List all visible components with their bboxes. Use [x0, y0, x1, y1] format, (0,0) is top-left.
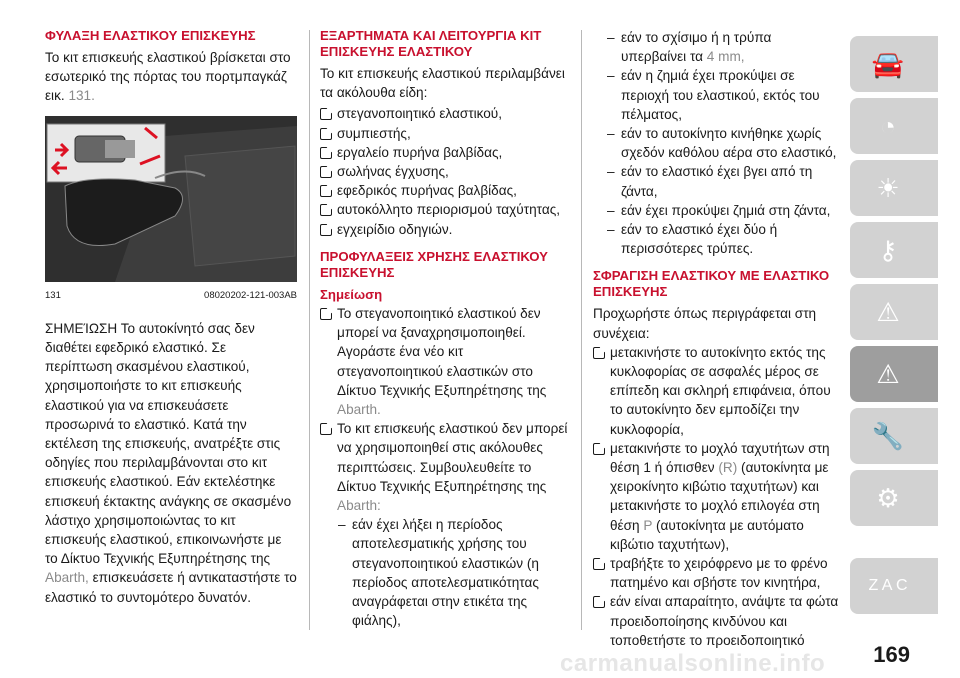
dash-item: – εάν το ελαστικό έχει βγει από τη ζάντα, [607, 164, 813, 199]
wrench-icon: 🔧 [871, 421, 905, 451]
list-item [320, 304, 572, 419]
dash-item: – εάν έχει προκύψει ζημιά στη ζάντα, [607, 202, 831, 218]
dash-list [320, 515, 572, 630]
kit-item: εφεδρικός πυρήνας βαλβίδας, [320, 181, 572, 200]
key-start-icon: ⚷ [878, 235, 898, 265]
specifications-icon: ⚙ [876, 483, 900, 513]
note-label: Σημείωση [320, 286, 383, 302]
paragraph: Το κιτ επισκευής ελαστικού περιλαμβάνει τα ακόλουθα είδη: [320, 66, 565, 101]
figure-number: 131 [45, 289, 61, 301]
paragraph: Προχωρήστε όπως περιγράφεται στη συνέχεια: [593, 306, 817, 341]
index-icon: Z A C D [868, 577, 908, 630]
kit-item: εργαλείο πυρήνα βαλβίδας, [320, 143, 572, 162]
brand-ref: Abarth, [45, 570, 89, 586]
page-number: 169 [873, 642, 910, 667]
dashboard-icon: ◔ [880, 111, 896, 141]
kit-item: σωλήνας έγχυσης, [320, 162, 572, 181]
column-divider [581, 30, 582, 630]
bullet-box-icon [593, 347, 605, 359]
kit-item: αυτοκόλλητο περιορισμού ταχύτητας, [320, 200, 572, 219]
sidebar-tab-start[interactable] [850, 222, 938, 278]
list-item: μετακινήστε το αυτοκίνητο εκτός της κυκλοφορίας σε ασφαλές μέρος σε επίπεδη και σκληρή επιφάνεια, όπου το αυτοκίνητο δεν εμποδίζει την κυκλοφορία, [593, 343, 839, 439]
emergency-icon: ⚠ [876, 359, 900, 389]
figure-code: 08020202-121-003AB [204, 289, 297, 301]
warning-light-icon: ⚠ [876, 297, 900, 327]
dash-item: – εάν το αυτοκίνητο κινήθηκε χωρίς σχεδόν καθόλου αέρα στο ελαστικό, [607, 126, 837, 161]
sidebar-tab-car-overview[interactable] [850, 36, 938, 92]
list-item: εάν είναι απαραίτητο, ανάψτε τα φώτα προειδοποίησης κινδύνου και τοποθετήστε το προειδοποιητικό [593, 592, 839, 650]
sidebar-tab-specifications[interactable] [850, 470, 938, 526]
bullet-box-icon [320, 224, 332, 236]
paragraph [45, 319, 297, 607]
text: ΣΗΜΕΊΩΣΗ Το αυτοκίνητό σας δεν διαθέτει εφεδρικό ελαστικό. Σε περίπτωση σκασμένου ελαστικού, χρησιμοποιήστε το κιτ επισκευής ελαστικού για να επισκευάσετε προσωρινά το ελαστικό. Κατά την εκτέλεση της επισκευής, ανατρέξτε στις οδηγίες που περιλαμβάνονται στο κιτ επισκευής ελαστικού. Εάν εκτελέστηκε επισκευή έκτακτης ανάγκης σε σκασμένο λάστιχο χρησιμοποιώντας το κιτ επισκευής ελαστικού, επικοινωνήστε με το Δίκτυο Τεχνικής Εξυπηρέτησης της [45, 320, 292, 567]
figure-ref[interactable]: 131. [68, 88, 95, 104]
item-text: Το κιτ επισκευής ελαστικού δεν μπορεί να χρησιμοποιηθεί στις ακόλουθες περιπτώσεις. Συμβουλευθείτε το Δίκτυο Τεχνικής Εξυπηρέτησης της Abarth: [337, 421, 568, 514]
kit-item-list [320, 104, 572, 238]
list-item: μετακινήστε το μοχλό ταχυτήτων στη θέση 1 ή όπισθεν (R) (αυτοκίνητα με χειροκίνητο κιβώτιο ταχυτήτων) και μετακινήστε το μοχλό επιλογέα στη θέση P (αυτοκίνητα με αυτόματο κιβώτιο ταχυτήτων), [593, 439, 839, 554]
sidebar-tab-index[interactable] [850, 558, 938, 630]
section-heading: ΕΞΑΡΤΗΜΑΤΑ ΚΑΙ ΛΕΙΤΟΥΡΓΙΑ ΚΙΤ ΕΠΙΣΚΕΥΗΣ ΕΛΑΣΤΙΚΟΥ [320, 28, 542, 59]
bullet-box-icon [320, 204, 332, 216]
dash-item: – εάν το ελαστικό έχει δύο ή περισσότερες τρύπες. [607, 222, 778, 257]
dash-item: – εάν το σχίσιμο ή η τρύπα υπερβαίνει τα 4 mm, [607, 30, 772, 65]
dash-item: – εάν η ζημιά έχει προκύψει σε περιοχή του ελαστικού, εκτός του πέλματος, [607, 68, 820, 122]
list-item: τραβήξτε το χειρόφρενο με το φρένο πατημένο και σβήστε τον κινητήρα, [593, 554, 839, 592]
sidebar-tab-emergency[interactable] [850, 346, 938, 402]
column-1 [45, 28, 297, 617]
figure-trunk-image [45, 116, 297, 282]
column-2 [320, 28, 572, 630]
column-divider [309, 30, 310, 630]
sidebar-tab-warning[interactable] [850, 284, 938, 340]
section-heading: ΠΡΟΦΥΛΑΞΕΙΣ ΧΡΗΣΗΣ ΕΛΑΣΤΙΚΟΥ ΕΠΙΣΚΕΥΗΣ [320, 248, 548, 280]
sidebar-tab-maintenance[interactable] [850, 408, 938, 464]
section-heading: ΦΥΛΑΞΗ ΕΛΑΣΤΙΚΟΥ ΕΠΙΣΚΕΥΗΣ [45, 28, 256, 43]
trunk-illustration [45, 116, 297, 282]
safety-icon: ☀ [876, 173, 900, 203]
bullet-box-icon [320, 147, 332, 159]
sidebar-tab-safety[interactable] [850, 160, 938, 216]
text: Το κιτ επισκευής ελαστικού βρίσκεται στο εσωτερικό της πόρτας του πορτμπαγκάζ εικ. [45, 50, 291, 104]
bullet-box-icon [320, 308, 332, 320]
bullet-box-icon [320, 166, 332, 178]
list-item [320, 419, 572, 515]
bullet-box-icon [320, 185, 332, 197]
sidebar-tab-dashboard[interactable] [850, 98, 938, 154]
bullet-box-icon [593, 596, 605, 608]
column-3 [593, 28, 839, 650]
item-text: Το στεγανοποιητικό ελαστικού δεν μπορεί να ξαναχρησιμοποιηθεί. Αγοράστε ένα νέο κιτ στεγανοποιητικού ελαστικών στο Δίκτυο Τεχνικής Εξυπηρέτησης της Abarth. [337, 306, 547, 418]
bullet-box-icon [320, 423, 332, 435]
paragraph [45, 48, 297, 106]
car-overview-icon: 🚘 [871, 49, 905, 79]
dash-list [593, 28, 839, 258]
figure-caption [45, 286, 297, 305]
kit-item: συμπιεστής, [320, 124, 572, 143]
section-heading: ΣΦΡΑΓΙΣΗ ΕΛΑΣΤΙΚΟΥ ΜΕ ΕΛΑΣΤΙΚΟ ΕΠΙΣΚΕΥΗΣ [593, 268, 830, 300]
watermark: carmanualsonline.info [560, 650, 826, 677]
text: επισκευάσετε ή αντικαταστήστε το ελαστικό το συντομότερο δυνατόν. [45, 570, 297, 605]
bullet-box-icon [593, 558, 605, 570]
bullet-box-icon [593, 443, 605, 455]
bullet-box-icon [320, 108, 332, 120]
kit-item: στεγανοποιητικό ελαστικού, [320, 104, 572, 123]
bullet-box-icon [320, 128, 332, 140]
kit-item: εγχειρίδιο οδηγιών. [320, 220, 572, 239]
dash-item: – εάν έχει λήξει η περίοδος αποτελεσματικής χρήσης του στεγανοποιητικού ελαστικών (η περίοδος αποτελεσματικότητας αναγράφεται στην ετικέτα της φιάλης), [338, 517, 539, 629]
